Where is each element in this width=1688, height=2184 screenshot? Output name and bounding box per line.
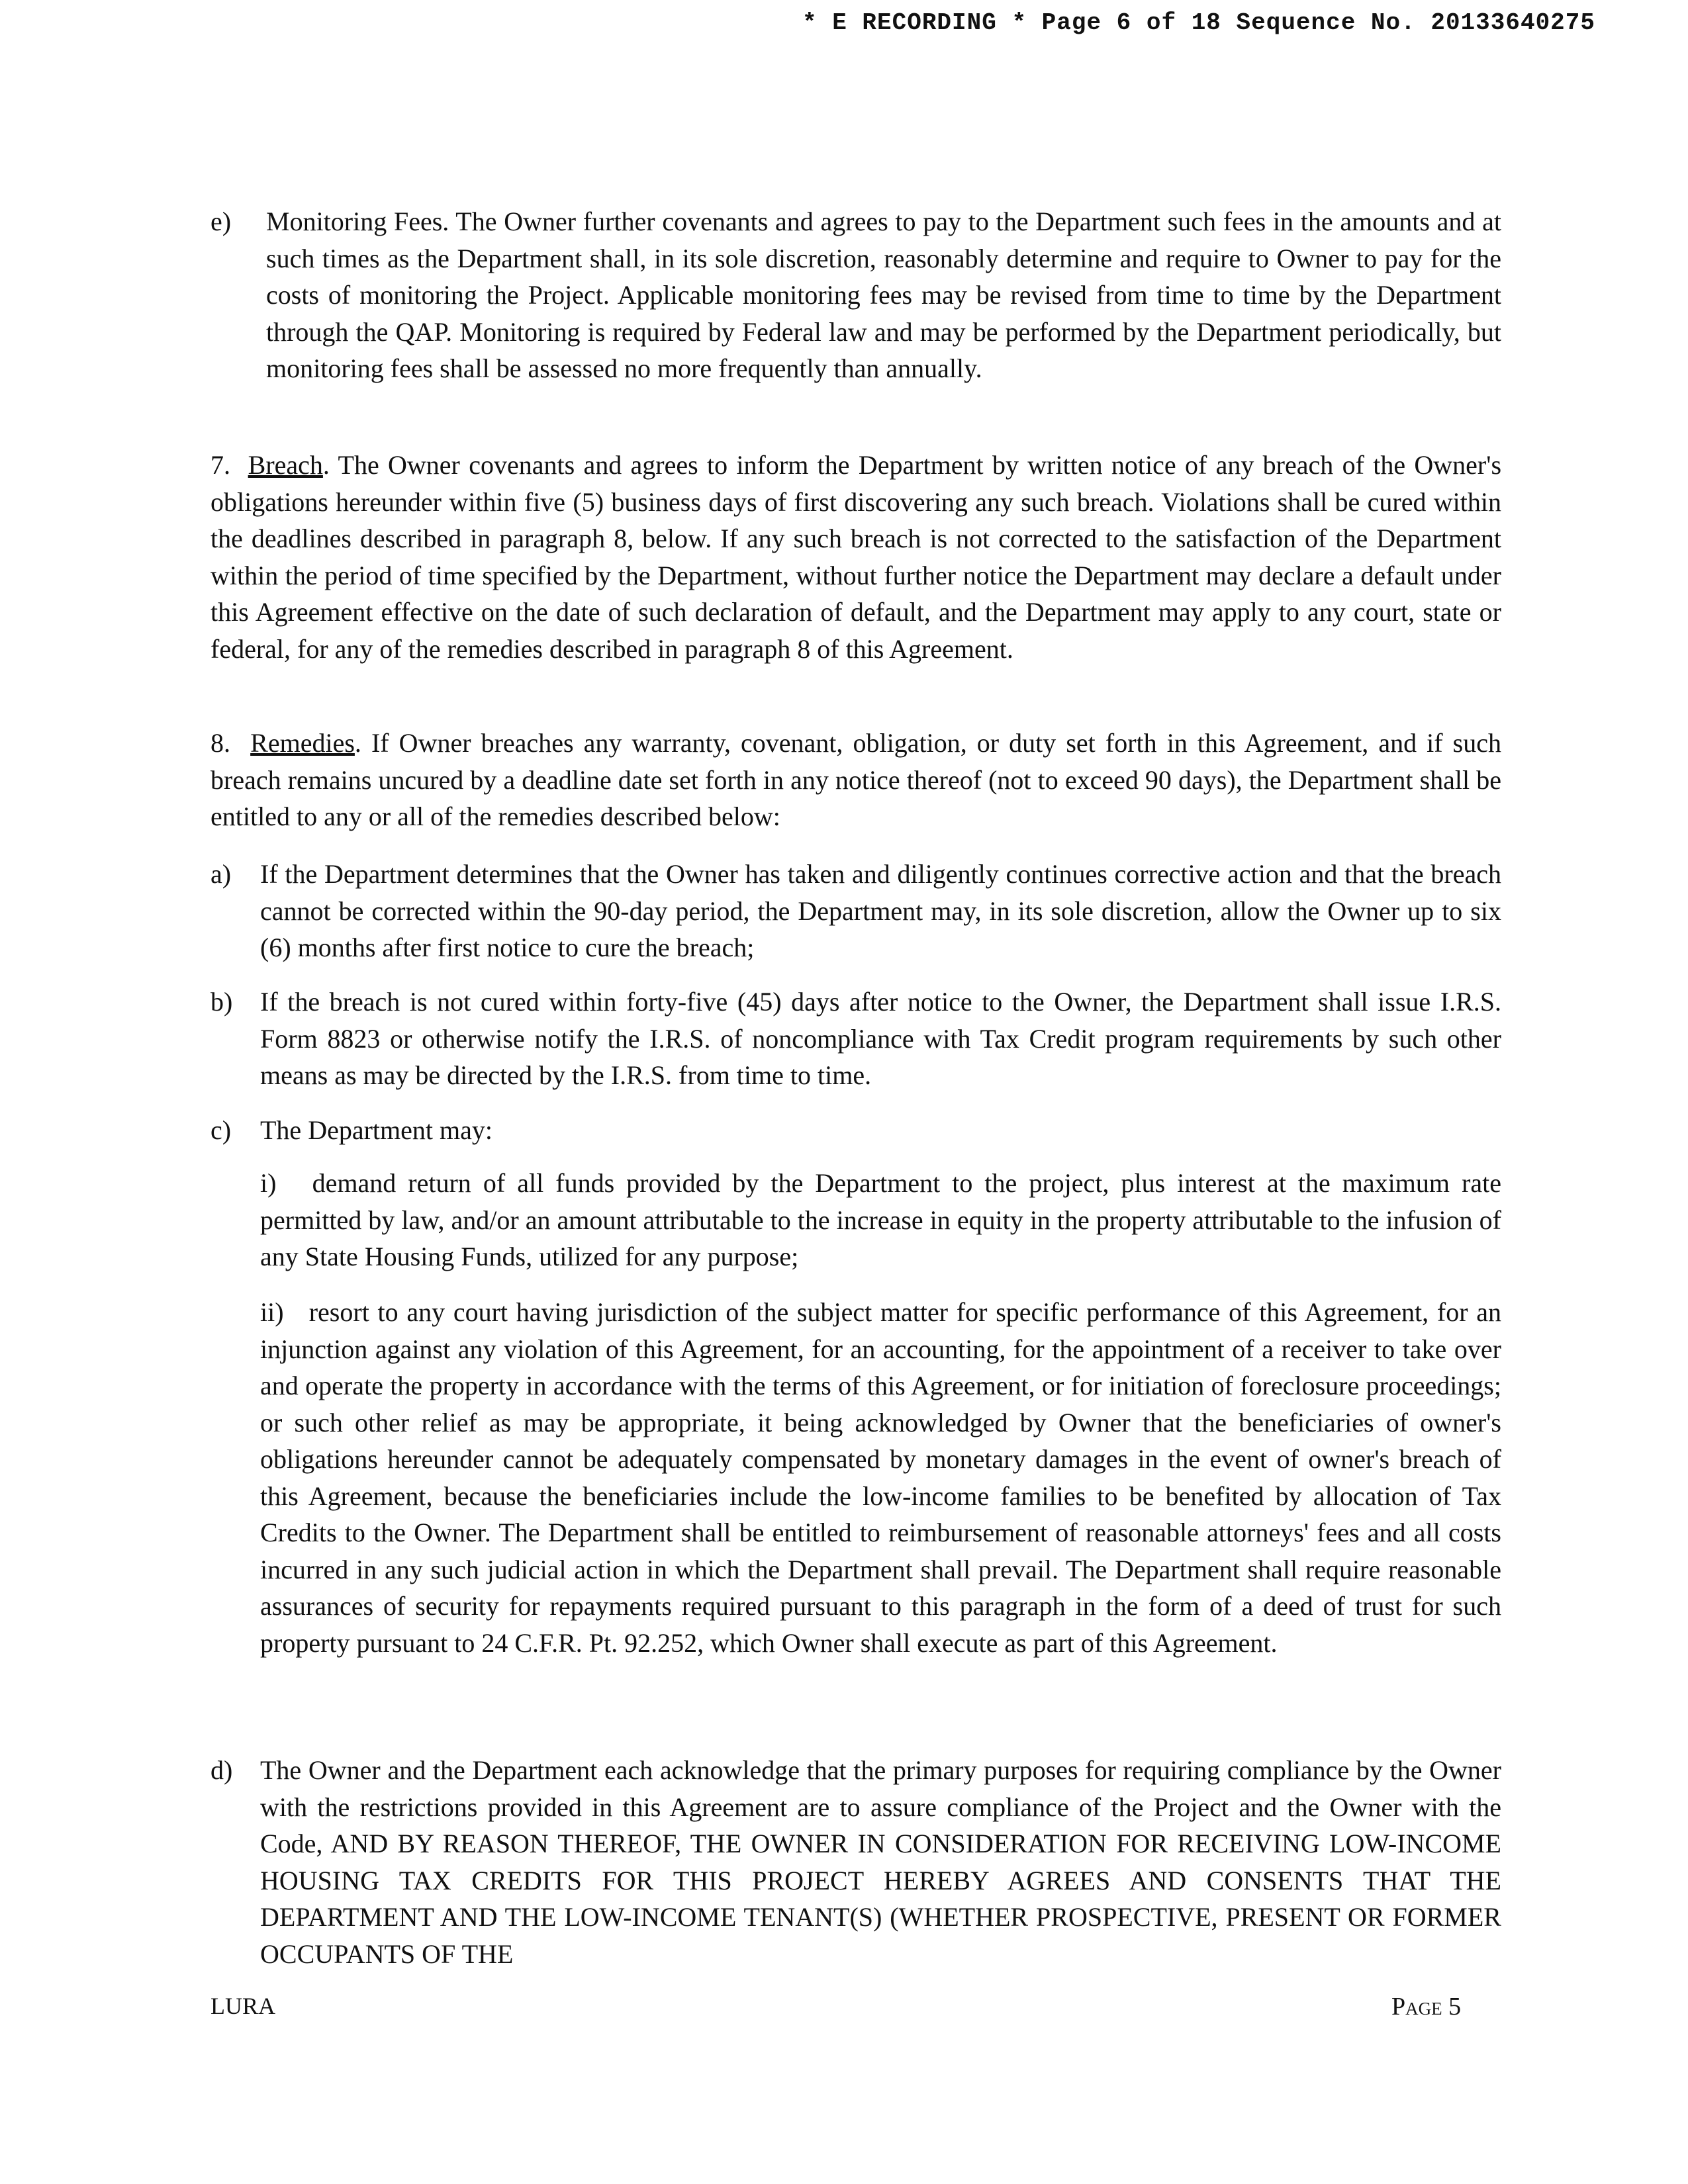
remedies-text: . If Owner breaches any warranty, covenant, obligation, or duty set forth in this Agreement, and if such breach remains uncured by a deadline date set forth in any notice thereof (not to exceed 90 days), the Department shall be entitled to any or all of the remedies described below: (211, 728, 1501, 831)
remedy-c-ii-text: resort to any court having jurisdiction of the subject matter for specific performance of this Agreement, for an injunction against any violation of this Agreement, for an accounting, for the appointment of a receiver to take over and operate the property in accordance with the terms of this Agreement, or for initiation of foreclosure proceedings; or such other relief as may be appropriate, it being acknowledged by Owner that the beneficiaries of owner's obligations hereunder cannot be adequately compensated by monetary damages in the event of owner's breach of this Agreement, because the beneficiaries include the low-income families to be benefited by allocation of Tax Credits to the Owner. The Department shall be entitled to reimbursement of reasonable attorneys' fees and all costs incurred in any such judicial action in which the Department shall prevail. The Department shall require reasonable assurances of security for repayments required pursuant to this paragraph in the form of a deed of trust for such property pursuant to 24 C.F.R. Pt. 92.252, which Owner shall execute as part of this Agreement. (260, 1297, 1502, 1658)
remedy-a-text: If the Department determines that the Owner has taken and diligently continues corrective action and that the breach cannot be corrected within the 90-day period, the Department may, in its sole discretion, allow the Owner up to six (6) months after first notice to cure the breach; (260, 859, 1501, 962)
remedy-d-text: The Owner and the Department each acknowledge that the primary purposes for requiring compliance by the Owner with the restrictions provided in this Agreement are to assure compliance of the Project and the Owner with the Code, AND BY REASON THEREOF, THE OWNER IN CONSIDERATION FOR RECEIVING LOW-INCOME HOUSING TAX CREDITS FOR THIS PROJECT HEREBY AGREES AND CONSENTS THAT THE DEPARTMENT AND THE LOW-INCOME TENANT(S) (WHETHER PROSPECTIVE, PRESENT OR FORMER OCCUPANTS OF THE (260, 1755, 1501, 1969)
section-8-number: 8. (211, 728, 230, 758)
remedy-c-ii-label: ii) (260, 1297, 284, 1327)
remedy-c-ii (260, 1294, 1501, 1661)
footer-left-lura: LURA (211, 1993, 275, 2019)
section-7-number: 7. (211, 450, 230, 480)
recording-header: * E RECORDING * Page 6 of 18 Sequence No. 20133640275 (802, 9, 1595, 36)
item-label-b: b) (211, 987, 233, 1017)
remedy-c-text: The Department may: (260, 1115, 492, 1145)
section-7-breach (211, 447, 1501, 667)
item-label-a: a) (211, 859, 232, 889)
remedy-b (260, 983, 1501, 1094)
section-8-remedies (211, 725, 1501, 835)
remedies-heading: Remedies (250, 728, 355, 758)
item-label-d: d) (211, 1755, 233, 1785)
monitoring-fees-title: Monitoring Fees. (266, 206, 449, 236)
remedy-b-text: If the breach is not cured within forty-five (45) days after notice to the Owner, the Department shall issue I.R.S. Form 8823 or otherwise notify the I.R.S. of noncompliance with Tax Credit program requirements by such other means as may be directed by the I.R.S. from time to time. (260, 987, 1501, 1090)
monitoring-fees-paragraph (266, 203, 1501, 387)
item-label-e: e) (211, 206, 232, 236)
remedy-c-i-text: demand return of all funds provided by the Department to the project, plus interest at the maximum rate permitted by law, and/or an amount attributable to the increase in equity in the property attributable to the infusion of any State Housing Funds, utilized for any purpose; (260, 1168, 1502, 1271)
footer-page-number: Page 5 (1391, 1993, 1462, 2021)
remedy-c (260, 1112, 1501, 1149)
remedy-c-i-label: i) (260, 1168, 277, 1198)
remedy-a (260, 856, 1501, 966)
item-label-c: c) (211, 1115, 232, 1145)
remedy-c-i (260, 1165, 1501, 1275)
remedy-d (260, 1752, 1501, 1972)
breach-text: . The Owner covenants and agrees to inform the Department by written notice of any breach of the Owner's obligations hereunder within five (5) business days of first discovering any such breach. Violations shall be cured within the deadlines described in paragraph 8, below. If any such breach is not corrected to the satisfaction of the Department within the period of time specified by the Department, without further notice the Department may declare a default under this Agreement effective on the date of such declaration of default, and the Department may apply to any court, state or federal, for any of the remedies described in paragraph 8 of this Agreement. (211, 450, 1502, 664)
monitoring-fees-text: The Owner further covenants and agrees to pay to the Department such fees in the amounts and at such times as the Department shall, in its sole discretion, reasonably determine and require to Owner to pay for the costs of monitoring the Project. Applicable monitoring fees may be revised from time to time by the Department through the QAP. Monitoring is required by Federal law and may be performed by the Department periodically, but monitoring fees shall be assessed no more frequently than annually. (266, 206, 1501, 383)
breach-heading: Breach (248, 450, 323, 480)
